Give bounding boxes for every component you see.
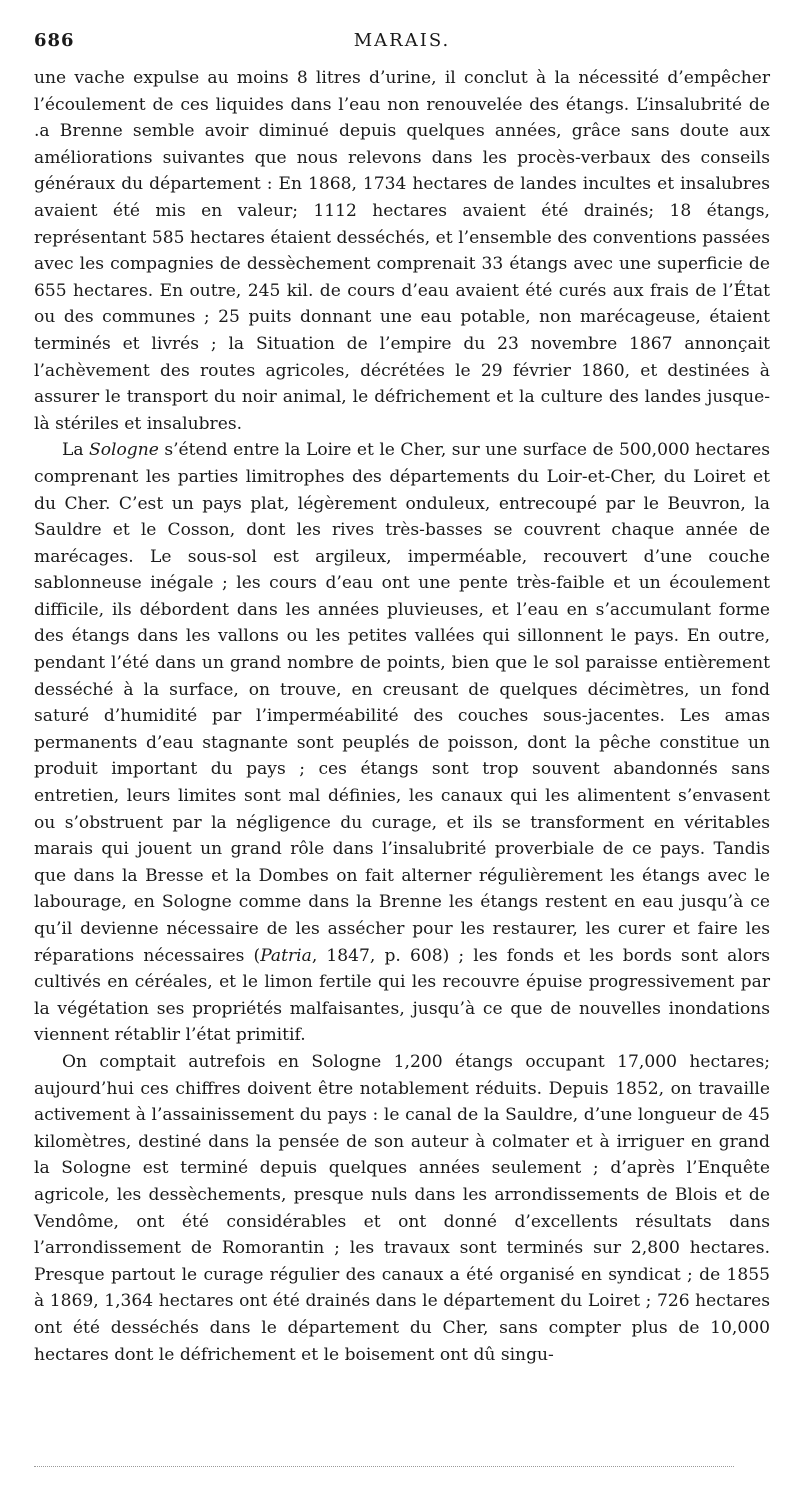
page-header xyxy=(34,30,770,56)
paragraph-sologne xyxy=(34,437,770,1049)
paragraph-text: une vache expulse au moins 8 litres d’urine, il conclut à la nécessité d’empêcher l’écoulement de ces liquides dans l’eau non renouvelée des étangs. L’insalubrité de .a Brenne semble avoir diminué depuis quelques années, grâce sans doute aux améliorations suivantes que nous relevons dans les procès-verbaux des conseils généraux du département : En 1868, 1734 hectares de landes incultes et insalubres avaient été mis en valeur; 1112 hectares avaient été drainés; 18 étangs, représentant 585 hectares étaient desséchés, et l’ensemble des conventions passées avec les compagnies de dessèchement comprenait 33 étangs avec une superficie de 655 hectares. En outre, 245 kil. de cours d’eau avaient été curés aux frais de l’État ou des communes ; 25 puits donnant une eau potable, non marécageuse, étaient terminés et livrés ; la Situation de l’empire du 23 novembre 1867 annonçait l’achèvement des routes agricoles, décrétées le 29 février 1860, et destinées à assurer le transport du noir animal, le défrichement et la culture des landes jusque-là stériles et insalubres. xyxy=(34,68,770,434)
book-page xyxy=(34,30,770,1368)
page-number: 686 xyxy=(34,30,75,51)
paragraph-text: On comptait autrefois en Sologne 1,200 étangs occupant 17,000 hectares; aujourd’hui ces chiffres doivent être notablement réduits. Depuis 1852, on travaille activement à l’assainissement du pays : le canal de la Sauldre, d’une longueur de 45 kilomètres, destiné dans la pensée de son auteur à colmater et à irriguer en grand la Sologne est terminé depuis quelques années seulement ; d’après l’Enquête agricole, les dessèchements, presque nuls dans les arrondissements de Blois et de Vendôme, ont été considérables et ont donné d’excellents résultats dans l’arrondissement de Romorantin ; les travaux sont terminés sur 2,800 hectares. Presque partout le curage régulier des canaux a été organisé en syndicat ; de 1855 à 1869, 1,364 hectares ont été drainés dans le département du Loiret ; 726 hectares ont été desséchés dans le département du Cher, sans compter plus de 10,000 hectares dont le défrichement et le boisement ont dû singu- xyxy=(34,1051,770,1365)
running-head: MARAIS. xyxy=(353,30,451,51)
paragraph-etangs xyxy=(34,1049,770,1368)
paragraph-tail: , 1847, p. 608) ; les fonds et les bords sont alors cultivés en céréales, et le limon fertile qui les recouvre épuise progressivement par la végétation ses propriétés malfaisantes, jusqu’à ce que de nouvelles inondations viennent rétablir l’état primitif. xyxy=(34,945,771,1046)
body-text xyxy=(34,65,770,1368)
footer-rule xyxy=(34,1466,734,1469)
italic-citation-patria: Patria xyxy=(260,945,312,966)
italic-term-sologne: Sologne xyxy=(89,440,159,461)
paragraph-brenne xyxy=(34,65,770,437)
paragraph-text: s’étend entre la Loire et le Cher, sur une surface de 500,000 hectares comprenant les parties limitrophes des départements du Loir-et-Cher, du Loiret et du Cher. C’est un pays plat, légèrement onduleux, entrecoupé par le Beuvron, la Sauldre et le Cosson, dont les rives très-basses se couvrent chaque année de marécages. Le sous-sol est argileux, imperméable, recouvert d’une couche sablonneuse inégale ; les cours d’eau ont une pente très-faible et un écoulement difficile, ils débordent dans les années pluvieuses, et l’eau en s’accumulant forme des étangs dans les vallons ou les petites vallées qui sillonnent le pays. En outre, pendant l’été dans un grand nombre de points, bien que le sol paraisse entièrement desséché à la surface, on trouve, en creusant de quelques décimètres, un fond saturé d’humidité par l’imperméabilité des couches sous-jacentes. Les amas permanents d’eau stagnante sont peuplés de poisson, dont la pêche constitue un produit important du pays ; ces étangs sont trop souvent abandonnés sans entretien, leurs limites sont mal définies, les canaux qui les alimentent s’envasent ou s’obstruent par la négligence du curage, et ils se transforment en véritables marais qui jouent un grand rôle dans l’insalubrité proverbiale de ce pays. Tandis que dans la Bresse et la Dombes on fait alterner régulièrement les étangs avec le labourage, en Sologne comme dans la Brenne les étangs restent en eau jusqu’à ce qu’il devienne nécessaire de les assécher pour les restaurer, les curer et faire les réparations nécessaires ( xyxy=(34,440,770,966)
paragraph-lead: La xyxy=(62,440,90,461)
